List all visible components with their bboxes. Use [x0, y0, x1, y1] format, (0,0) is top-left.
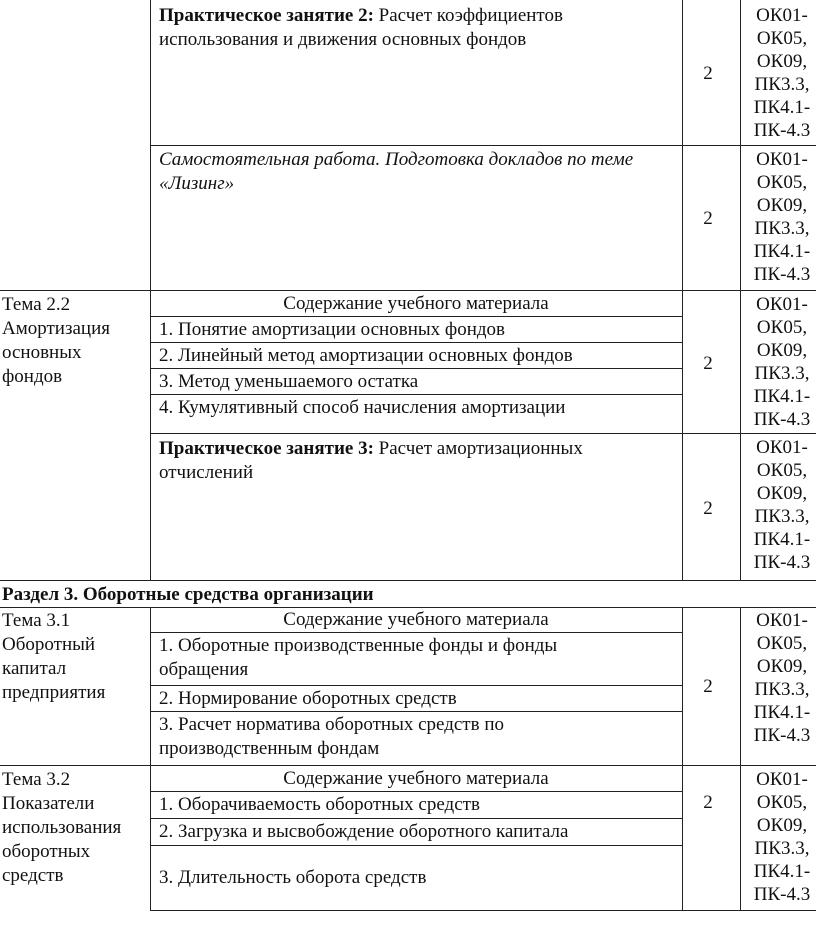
- grid-line: [150, 607, 151, 910]
- competency: ПК3.3,: [754, 506, 810, 527]
- grid-line: [150, 910, 816, 911]
- grid-line: [150, 632, 682, 633]
- topic-line: Оборотный: [2, 634, 96, 655]
- competency: ОК01-: [756, 149, 808, 170]
- topic-line: Тема 2.2: [2, 294, 71, 315]
- hours-cell: 2: [703, 676, 713, 697]
- competency: ПК-4.3: [753, 725, 811, 746]
- topic-line: Тема 3.1: [2, 610, 71, 631]
- content-item: 2. Загрузка и высвобождение оборотного капитала: [159, 821, 569, 842]
- topic-line: Показатели: [2, 793, 95, 814]
- competency: ОК01-: [756, 610, 808, 631]
- grid-line: [150, 791, 682, 792]
- competency: ПК4.1-: [753, 386, 811, 407]
- grid-line: [150, 818, 682, 819]
- grid-line: [150, 394, 682, 395]
- competency: ОК05,: [756, 633, 808, 654]
- competency: ПК4.1-: [753, 241, 811, 262]
- competency: ПК-4.3: [753, 120, 811, 141]
- competency: ОК05,: [756, 28, 808, 49]
- grid-line: [150, 145, 816, 146]
- practical-lesson-2-label: Практическое занятие 2:: [159, 5, 374, 26]
- competency: ПК4.1-: [753, 861, 811, 882]
- competency: ОК09,: [756, 51, 808, 72]
- competency: ПК3.3,: [754, 74, 810, 95]
- topic-cell: [2, 609, 147, 705]
- practical-lesson-2-text: [159, 4, 674, 52]
- competencies-cell: [742, 148, 816, 286]
- grid-line: [0, 765, 816, 766]
- practical-lesson-3-label: Практическое занятие 3:: [159, 438, 374, 459]
- competency: ОК01-: [756, 769, 808, 790]
- content-item: 3. Метод уменьшаемого остатка: [159, 371, 419, 392]
- practical-lesson-3-title: Расчет амортизационных отчислений: [159, 438, 583, 483]
- competency: ПК3.3,: [754, 363, 810, 384]
- content-item: 4. Кумулятивный способ начисления амортизации: [159, 397, 566, 418]
- practical-lesson-3-text: [159, 437, 649, 485]
- topic-cell: [2, 768, 147, 888]
- content-item: 1. Понятие амортизации основных фондов: [159, 319, 505, 340]
- content-item: 3. Расчет норматива оборотных средств по производственным фондам: [159, 714, 504, 759]
- competency: ПК4.1-: [753, 97, 811, 118]
- topic-line: оборотных: [2, 841, 91, 862]
- content-header: Содержание учебного материала: [283, 293, 549, 314]
- grid-line: [150, 845, 682, 846]
- competency: ОК05,: [756, 792, 808, 813]
- practical-lesson-2-title: Расчет коэффициентов использования и движения основных фондов: [159, 5, 563, 50]
- grid-line: [150, 368, 682, 369]
- competencies-cell: [742, 609, 816, 747]
- independent-work-text: Самостоятельная работа. Подготовка докладов по теме «Лизинг»: [159, 149, 634, 194]
- competency: ПК-4.3: [753, 552, 811, 573]
- competency: ПК3.3,: [754, 218, 810, 239]
- competency: ПК3.3,: [754, 838, 810, 859]
- grid-line: [682, 607, 683, 910]
- hours-cell: 2: [703, 498, 713, 519]
- competency: ОК01-: [756, 294, 808, 315]
- competency: ОК01-: [756, 437, 808, 458]
- grid-line: [740, 607, 741, 910]
- grid-line: [150, 316, 682, 317]
- topic-line: предприятия: [2, 682, 106, 703]
- competencies-cell: [742, 436, 816, 574]
- competency: ПК3.3,: [754, 679, 810, 700]
- hours-cell: 2: [703, 63, 713, 84]
- grid-line: [150, 711, 682, 712]
- competency: ПК-4.3: [753, 264, 811, 285]
- topic-line: использования: [2, 817, 122, 838]
- competency: ПК4.1-: [753, 702, 811, 723]
- competency: ОК01-: [756, 5, 808, 26]
- hours-cell: 2: [703, 208, 713, 229]
- competency: ОК09,: [756, 656, 808, 677]
- topic-cell: [2, 293, 147, 389]
- competencies-cell: [742, 768, 816, 906]
- topic-line: Тема 3.2: [2, 769, 71, 790]
- content-item: 3. Длительность оборота средств: [159, 867, 427, 888]
- competency: ПК-4.3: [753, 884, 811, 905]
- hours-cell: 2: [703, 353, 713, 374]
- competency: ОК09,: [756, 483, 808, 504]
- competency: ОК09,: [756, 815, 808, 836]
- topic-line: капитал: [2, 658, 67, 679]
- competencies-cell: [742, 4, 816, 142]
- topic-line: средств: [2, 865, 64, 886]
- hours-cell: 2: [703, 792, 713, 813]
- content-item: 2. Линейный метод амортизации основных фондов: [159, 345, 573, 366]
- content-header: Содержание учебного материала: [283, 609, 549, 630]
- competency: ОК05,: [756, 317, 808, 338]
- competency: ОК05,: [756, 172, 808, 193]
- competency: ОК05,: [756, 460, 808, 481]
- grid-line: [150, 685, 682, 686]
- competencies-cell: [742, 293, 816, 431]
- competency: ОК09,: [756, 340, 808, 361]
- content-item: 2. Нормирование оборотных средств: [159, 688, 457, 709]
- topic-line: фондов: [2, 366, 63, 387]
- topic-line: Амортизация: [2, 318, 110, 339]
- content-item: 1. Оборачиваемость оборотных средств: [159, 794, 480, 815]
- grid-line: [0, 580, 816, 581]
- grid-line: [0, 290, 816, 291]
- content-item: 1. Оборотные производственные фонды и фонды обращения: [159, 635, 558, 680]
- competency: ОК09,: [756, 195, 808, 216]
- topic-line: основных: [2, 342, 82, 363]
- grid-line: [150, 433, 816, 434]
- competency: ПК4.1-: [753, 529, 811, 550]
- competency: ПК-4.3: [753, 409, 811, 430]
- content-header: Содержание учебного материала: [283, 768, 549, 789]
- section-title: Раздел 3. Оборотные средства организации: [2, 584, 374, 605]
- grid-line: [150, 342, 682, 343]
